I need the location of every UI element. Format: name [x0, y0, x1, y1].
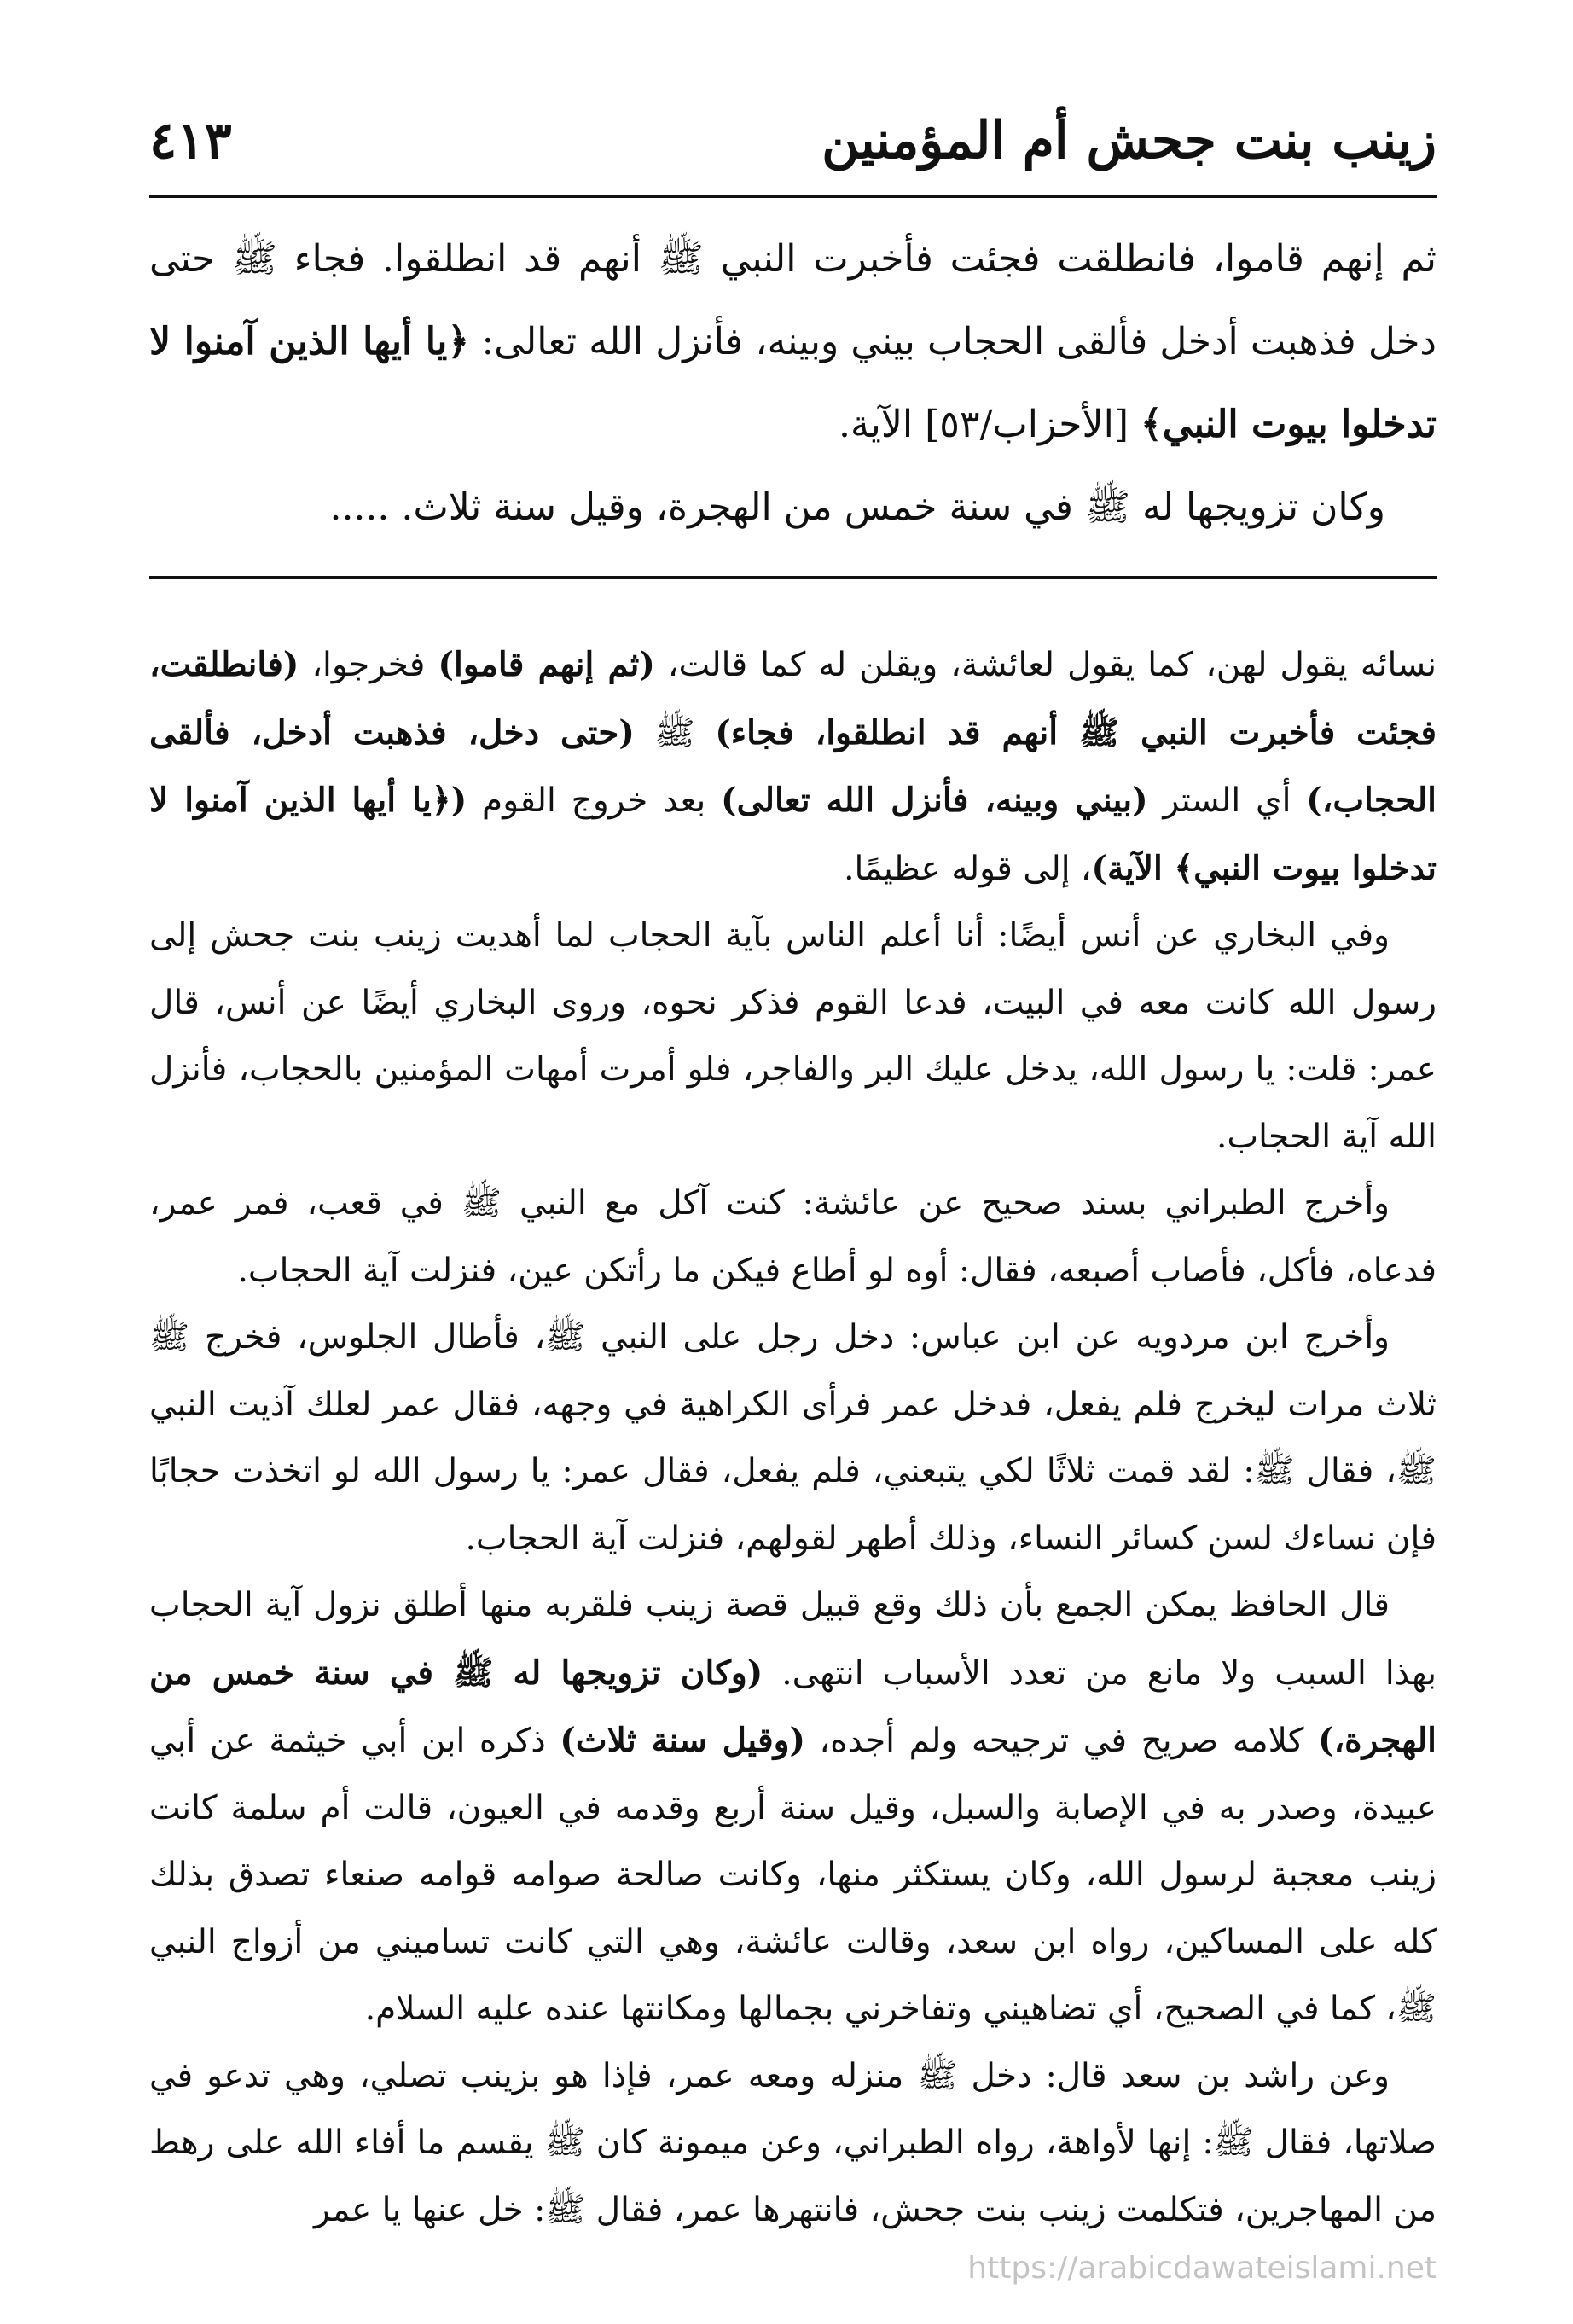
text-segment: [الأحزاب/٥٣] الآية. — [839, 403, 1141, 446]
text-segment: ﷺ — [634, 713, 716, 752]
header-divider — [149, 195, 1437, 198]
commentary-paragraph: وعن راشد بن سعد قال: دخل ﷺ منزله ومعه عمر، فإذا هو بزينب تصلي، وهي تدعو في صلاتها، فقال ﷺ: إنها لأواهة، رواه الطبراني، وعن ميمونة كان ﷺ يقسم ما أفاء الله على رهط من المهاجرين، فتكلمت زينب بنت جحش، فانتهرها عمر، فقال ﷺ: خل عنها يا عمر — [149, 2056, 1437, 2229]
quoted-matn: (فانطلقت، فجئت فأخبرت النبي ﷺ أنهم قد انطلقوا، فجاء) — [149, 645, 1437, 752]
commentary-divider — [149, 576, 1437, 579]
commentary-paragraph: وأخرج الطبراني بسند صحيح عن عائشة: كنت آكل مع النبي ﷺ في قعب، فمر عمر، فدعاه، فأكل، فأصاب أصبعه، فقال: أوه لو أطاع فيكن ما رأتكن عين، فنزلت آية الحجاب. — [149, 1184, 1437, 1290]
main-text — [149, 218, 1437, 549]
text-segment: ذكره ابن أبي خيثمة عن أبي عبيدة، وصدر به في الإصابة والسبل، وقيل سنة أربع وقدمه في العيون، قالت أم سلمة كانت زينب معجبة لرسول الله، وكان يستكثر منها، وكانت صالحة صوامه قوامه صنعاء تصدق بذلك كله على المساكين، رواه ابن سعد، وقالت عائشة، وهي التي كانت تساميني من أزواج النبي ﷺ، كما في الصحيح، أي تضاهيني وتفاخرني بجمالها ومكانتها عنده عليه السلام. — [149, 1722, 1437, 2028]
page-number: ٤١٣ — [149, 111, 232, 171]
quoted-matn: (وكان تزويجها له ﷺ في سنة خمس من الهجرة،) — [149, 1653, 1437, 1760]
commentary-paragraph — [149, 1572, 1437, 2043]
commentary-text — [149, 631, 1437, 2244]
text-segment: فخرجوا، — [299, 646, 438, 684]
main-text-paragraph: وكان تزويجها له ﷺ في سنة خمس من الهجرة، وقيل سنة ثلاث. ..... — [329, 485, 1385, 529]
text-segment: ثم إنهم قاموا، فانطلقت فجئت فأخبرت النبي ﷺ أنهم قد انطلقوا. فجاء ﷺ حتى دخل فذهبت أدخل فألقى الحجاب بيني وبينه، فأنزل الله تعالى: — [149, 237, 1437, 363]
text-segment: ، إلى قوله عظيمًا. — [844, 849, 1092, 888]
text-segment: كلامه صريح في ترجيحه ولم أجده، — [804, 1722, 1319, 1760]
text-segment: نسائه يقول لهن، كما يقول لعائشة، ويقلن له كما قالت، — [654, 646, 1437, 684]
commentary-paragraph: وأخرج ابن مردويه عن ابن عباس: دخل رجل على النبي ﷺ، فأطال الجلوس، فخرج ﷺ ثلاث مرات ليخرج فلم يفعل، فدخل عمر فرأى الكراهية في وجهه، فقال عمر لعلك آذيت النبي ﷺ، فقال ﷺ: لقد قمت ثلاثًا لكي يتبعني، فلم يفعل، فقال عمر: يا رسول الله لو اتخذت حجابًا فإن نساءك لسن كسائر النساء، وذلك أطهر لقولهم، فنزلت آية الحجاب. — [149, 1318, 1437, 1558]
text-segment: أي الستر — [1147, 781, 1307, 820]
text-segment: بعد خروج القوم — [467, 781, 722, 820]
main-text-paragraph — [149, 218, 1437, 466]
chapter-title: زينب بنت جحش أم المؤمنين — [821, 111, 1437, 171]
watermark-url: https://arabicdawateislami.net — [967, 2251, 1437, 2286]
commentary-paragraph — [149, 631, 1437, 903]
quoted-matn: (﴿يا أيها الذين آمنوا لا تدخلوا بيوت النبي﴾ الآية) — [149, 781, 1437, 888]
quoted-matn: (حتى دخل، فذهبت أدخل، فألقى الحجاب،) — [149, 712, 1437, 820]
quoted-matn: (ثم إنهم قاموا) — [438, 645, 655, 684]
text-segment: قال الحافظ يمكن الجمع بأن ذلك وقع قبيل قصة زينب فلقربه منها أطلق نزول آية الحجاب بهذا السبب ولا مانع من تعدد الأسباب انتهى. — [149, 1586, 1437, 1693]
running-header — [149, 102, 1437, 179]
quoted-matn: (وقيل سنة ثلاث) — [560, 1721, 805, 1760]
quran-quote: ﴿يا أيها الذين آمنوا لا تدخلوا بيوت النبي﴾ — [149, 320, 1437, 446]
commentary-paragraph: وفي البخاري عن أنس أيضًا: أنا أعلم الناس بآية الحجاب لما أهديت زينب بنت جحش إلى رسول الله كانت معه في البيت، فدعا القوم فذكر نحوه، وروى البخاري أيضًا عن أنس، قال عمر: قلت: يا رسول الله، يدخل عليك البر والفاجر، فلو أمرت أمهات المؤمنين بالحجاب، فأنزل الله آية الحجاب. — [149, 916, 1437, 1156]
quoted-matn: (بيني وبينه، فأنزل الله تعالى) — [721, 781, 1148, 820]
